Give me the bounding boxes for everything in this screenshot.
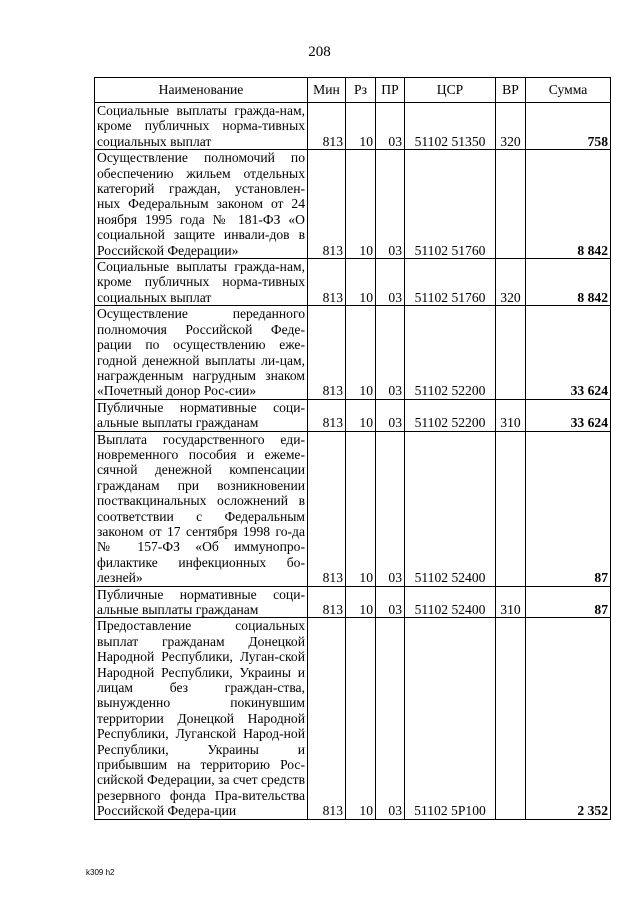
cell-min: 813 (308, 399, 346, 431)
cell-vr: 310 (496, 586, 526, 618)
cell-csr: 51102 52200 (405, 399, 496, 431)
cell-min: 813 (308, 586, 346, 618)
cell-rz: 10 (346, 103, 376, 150)
cell-csr: 51102 52200 (405, 306, 496, 399)
table-row (95, 431, 611, 586)
cell-sum: 87 (526, 586, 611, 618)
cell-vr (496, 618, 526, 819)
cell-pr: 03 (376, 103, 405, 150)
cell-vr: 320 (496, 259, 526, 306)
cell-name: Осуществление переданного полномочия Российской Феде-рации по осуществлению еже-годной денежной выплаты ли-цам, награжденным нагрудным знаком «Почетный донор Рос-сии» (95, 306, 308, 399)
table-row (95, 259, 611, 306)
cell-vr (496, 150, 526, 259)
cell-vr (496, 431, 526, 586)
footer-code: k309 h2 (86, 868, 115, 877)
cell-min: 813 (308, 259, 346, 306)
cell-sum: 8 842 (526, 259, 611, 306)
cell-sum: 758 (526, 103, 611, 150)
cell-rz: 10 (346, 150, 376, 259)
cell-name: Социальные выплаты гражда-нам, кроме публичных норма-тивных социальных выплат (95, 103, 308, 150)
cell-name: Публичные нормативные соци-альные выплаты гражданам (95, 586, 308, 618)
header-row (95, 78, 611, 103)
col-header-min: Мин (308, 78, 346, 103)
cell-sum: 33 624 (526, 306, 611, 399)
cell-min: 813 (308, 431, 346, 586)
cell-rz: 10 (346, 618, 376, 819)
cell-rz: 10 (346, 259, 376, 306)
cell-sum: 33 624 (526, 399, 611, 431)
cell-csr: 51102 52400 (405, 586, 496, 618)
cell-pr: 03 (376, 431, 405, 586)
table-row (95, 586, 611, 618)
cell-csr: 51102 5Р100 (405, 618, 496, 819)
col-header-pr: ПР (376, 78, 405, 103)
cell-csr: 51102 52400 (405, 431, 496, 586)
table-row (95, 150, 611, 259)
cell-vr: 320 (496, 103, 526, 150)
cell-name: Выплата государственного еди-новременного пособия и ежеме-сячной денежной компенсации гражданам при возникновении поствакцинальных осложнений в соответствии с Федеральным законом от 17 сентября 1998 го-да № 157-ФЗ «Об иммунопро-филактике инфекционных бо-лезней» (95, 431, 308, 586)
cell-pr: 03 (376, 150, 405, 259)
table-row (95, 618, 611, 819)
cell-name: Публичные нормативные соци-альные выплаты гражданам (95, 399, 308, 431)
cell-rz: 10 (346, 306, 376, 399)
cell-sum: 8 842 (526, 150, 611, 259)
cell-sum: 87 (526, 431, 611, 586)
cell-sum: 2 352 (526, 618, 611, 819)
table-row (95, 306, 611, 399)
cell-pr: 03 (376, 259, 405, 306)
cell-pr: 03 (376, 618, 405, 819)
col-header-rz: Рз (346, 78, 376, 103)
cell-rz: 10 (346, 399, 376, 431)
cell-min: 813 (308, 103, 346, 150)
table-body (95, 103, 611, 820)
cell-min: 813 (308, 306, 346, 399)
cell-min: 813 (308, 618, 346, 819)
col-header-csr: ЦСР (405, 78, 496, 103)
cell-name: Осуществление полномочий по обеспечению жильем отдельных категорий граждан, установлен-ных Федеральным законом от 24 ноября 1995 года № 181-ФЗ «О социальной защите инвали-дов в Российской Федерации» (95, 150, 308, 259)
cell-pr: 03 (376, 399, 405, 431)
budget-table (94, 77, 611, 820)
cell-name: Социальные выплаты гражда-нам, кроме публичных норма-тивных социальных выплат (95, 259, 308, 306)
page-number: 208 (308, 44, 331, 60)
cell-csr: 51102 51350 (405, 103, 496, 150)
cell-vr: 310 (496, 399, 526, 431)
cell-csr: 51102 51760 (405, 259, 496, 306)
table-row (95, 103, 611, 150)
col-header-vr: ВР (496, 78, 526, 103)
cell-rz: 10 (346, 586, 376, 618)
col-header-name: Наименование (95, 78, 308, 103)
cell-vr (496, 306, 526, 399)
cell-rz: 10 (346, 431, 376, 586)
table-row (95, 399, 611, 431)
col-header-sum: Сумма (526, 78, 611, 103)
cell-pr: 03 (376, 306, 405, 399)
cell-pr: 03 (376, 586, 405, 618)
cell-min: 813 (308, 150, 346, 259)
cell-name: Предоставление социальных выплат гражданам Донецкой Народной Республики, Луган-ской Народной Республики, Украины и лицам без граждан-ства, вынужденно покинувшим территории Донецкой Народной Республики, Луганской Народ-ной Республики, Украины и прибывшим на территорию Рос-сийской Федерации, за счет средств резервного фонда Пра-вительства Российской Федера-ции (95, 618, 308, 819)
cell-csr: 51102 51760 (405, 150, 496, 259)
